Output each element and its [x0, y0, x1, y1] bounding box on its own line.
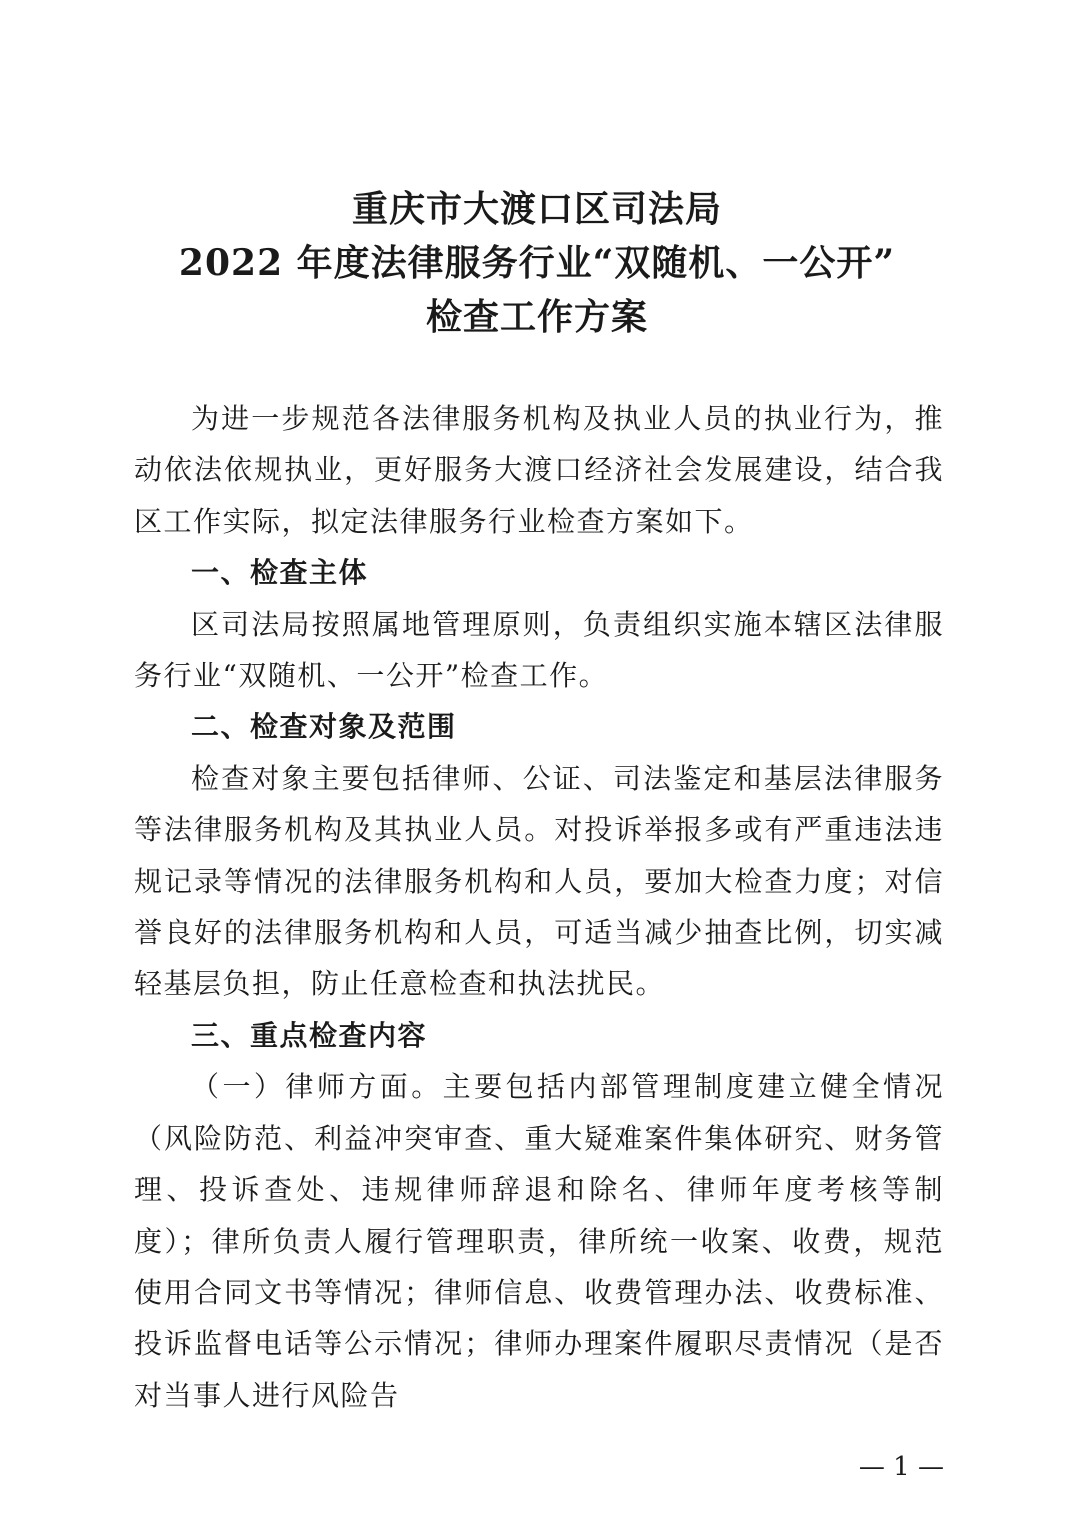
section-1-heading: 一、检查主体 — [191, 556, 369, 590]
title-line-3: 检查工作方案 — [425, 296, 648, 338]
page-number: — 1 — — [858, 1452, 944, 1482]
section-2-heading: 二、检查对象及范围 — [191, 710, 457, 744]
document-title — [0, 182, 1074, 344]
section-2-paragraph: 检查对象主要包括律师、公证、司法鉴定和基层法律服务等法律服务机构及其执业人员。对投诉举报多或有严重违法违规记录等情况的法律服务机构和人员，要加大检查力度；对信誉良好的法律服务机构和人员，可适当减少抽查比例，切实减轻基层负担，防止任意检查和执法扰民。 — [134, 761, 944, 1001]
intro-paragraph: 为进一步规范各法律服务机构及执业人员的执业行为，推动依法依规执业，更好服务大渡口经济社会发展建设，结合我区工作实际，拟定法律服务行业检查方案如下。 — [134, 402, 944, 538]
section-3-paragraph: （一）律师方面。主要包括内部管理制度建立健全情况（风险防范、利益冲突审查、重大疑难案件集体研究、财务管理、投诉查处、违规律师辞退和除名、律师年度考核等制度）；律所负责人履行管理职责，律所统一收案、收费，规范使用合同文书等情况；律师信息、收费管理办法、收费标准、投诉监督电话等公示情况；律师办理案件履职尽责情况（是否对当事人进行风险告 — [134, 1070, 944, 1412]
document-body — [134, 393, 944, 1421]
title-line-1: 重庆市大渡口区司法局 — [351, 188, 722, 230]
title-line-2: 2022 年度法律服务行业“双随机、一公开” — [178, 242, 896, 284]
section-3-heading: 三、重点检查内容 — [191, 1018, 428, 1052]
section-1-paragraph: 区司法局按照属地管理原则，负责组织实施本辖区法律服务行业“双随机、一公开”检查工作。 — [134, 607, 944, 693]
